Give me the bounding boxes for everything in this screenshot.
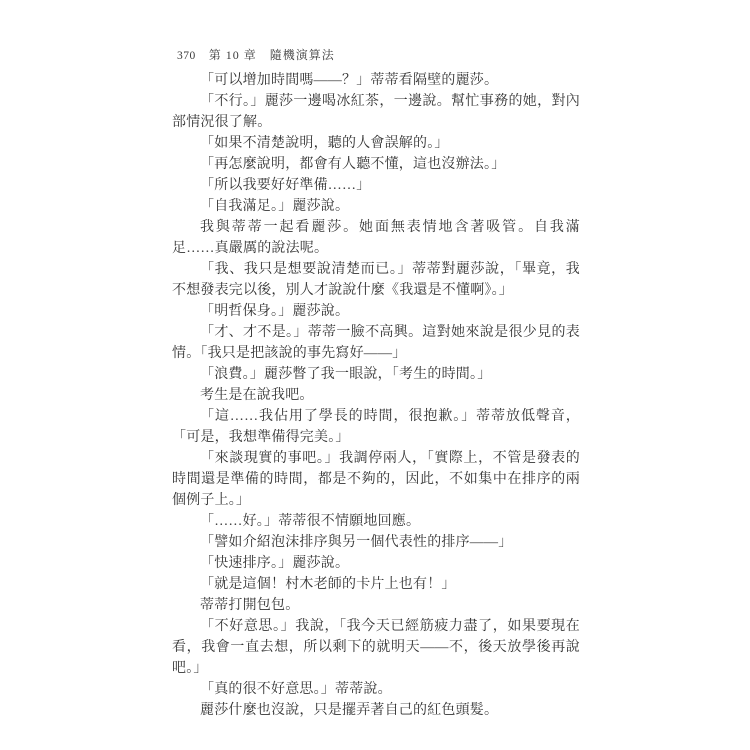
paragraph-16 [172,532,580,553]
running-header [177,46,335,63]
text-segment: 蒂蒂打開包包。 [200,598,300,613]
text-segment: 我與蒂蒂一起看麗莎。她面無表情地含著吸管。自我滿足……真嚴厲的說法呢。 [172,220,580,256]
text-segment: 「不行。」麗莎一邊喝冰紅茶，一邊說。幫忙事務的她，對內部情況很了解。 [172,94,580,130]
paragraph-18 [172,574,580,595]
paragraph-5 [172,175,580,196]
emphasized-text: 不高興 [365,325,409,340]
text-segment: 麗莎什麼也沒說，只是擺弄著自己的紅色頭髮。 [200,703,499,718]
paragraph-6 [172,196,580,217]
paragraph-9 [172,301,580,322]
text-segment: 「譬如介紹泡沫排序與另一個代表性的排序——」 [200,535,513,550]
chapter-label: 第 10 章 [208,48,257,62]
text-segment: 「不好意思。」我說，「我今天已經筋疲力盡了，如果要現在看，我會一直去想，所以剩下的就明天——不，後天放學後再說吧。」 [172,619,580,676]
text-segment: 考生是在說我吧。 [200,388,314,403]
paragraph-7 [172,217,580,259]
paragraph-22 [172,700,580,721]
paragraph-15 [172,511,580,532]
text-segment: 「自我滿足。」麗莎說。 [200,199,350,214]
paragraph-17 [172,553,580,574]
text-segment: 「……好。」蒂蒂很不情願地回應。 [200,514,421,529]
text-segment: 。這對她來說是很少見的表情。「我只是把該說的事先寫好——」 [172,325,580,361]
text-segment: 「就是這個！村木老師的卡片上也有！」 [200,577,456,592]
paragraph-3 [172,133,580,154]
paragraph-8 [172,259,580,301]
text-segment: 「所以我要好好準備……」 [200,178,371,193]
paragraph-12 [172,385,580,406]
text-segment: 「我、我只是想要說清楚而已。」蒂蒂對麗莎說，「畢竟，我不想發表完以後，別人才說說什麼《我還是不懂啊》。」 [172,262,580,298]
paragraph-11 [172,364,580,385]
paragraph-10 [172,322,580,364]
text-segment: 「如果不清楚說明，聽的人會誤解的。」 [200,136,449,151]
paragraph-13 [172,406,580,448]
paragraph-20 [172,616,580,679]
paragraph-1 [172,70,580,91]
page-number: 370 [177,50,196,62]
text-segment: 「這……我佔用了學長的時間，很抱歉。」蒂蒂放低聲音，「可是，我想準備得完美。」 [172,409,580,445]
text-segment: 「可以增加時間嗎——？」蒂蒂看隔壁的麗莎。 [200,73,499,88]
paragraph-19 [172,595,580,616]
paragraph-14 [172,448,580,511]
section-title: 隨機演算法 [269,48,335,62]
text-segment: 「明哲保身。」麗莎說。 [200,304,350,319]
paragraph-4 [172,154,580,175]
body-text [172,70,580,721]
text-segment: 「真的很不好意思。」蒂蒂說。 [200,682,392,697]
paragraph-21 [172,679,580,700]
text-segment: 「快速排序。」麗莎說。 [200,556,350,571]
text-segment: 「再怎麼說明，都會有人聽不懂，這也沒辦法。」 [200,157,506,172]
text-segment: 「浪費。」麗莎瞥了我一眼說，「考生的時間。」 [200,367,492,382]
text-segment: 「才、才不是。」蒂蒂一臉 [200,325,366,340]
text-segment: 「來談現實的事吧。」我調停兩人，「實際上，不管是發表的時間還是準備的時間，都是不夠的，因此，不如集中在排序的兩個例子上。」 [172,451,580,508]
paragraph-2 [172,91,580,133]
